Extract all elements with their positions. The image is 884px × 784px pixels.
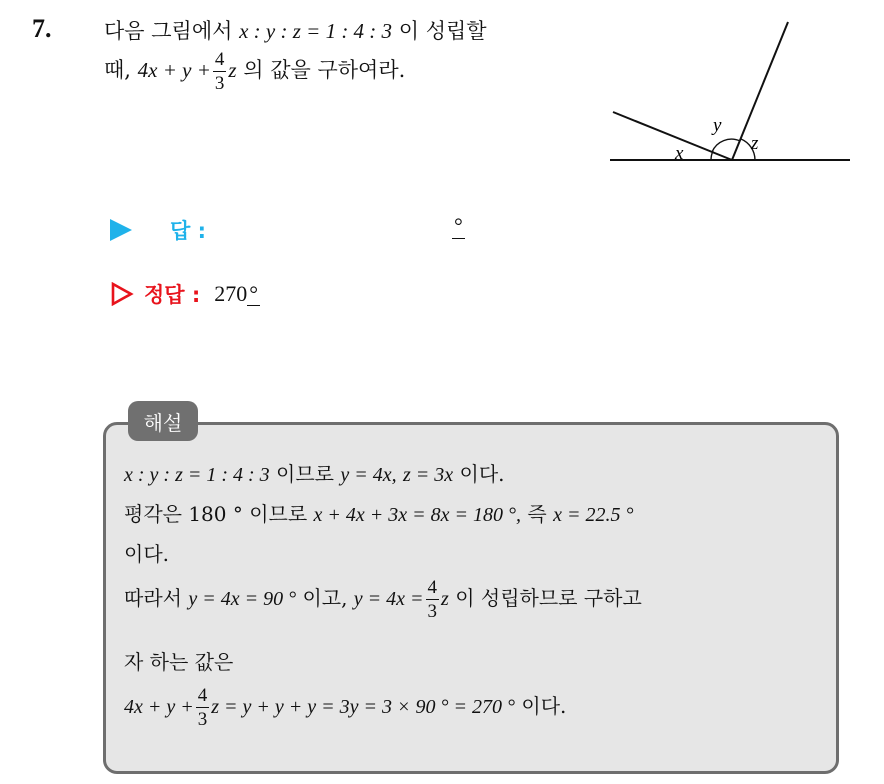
question-line-1: 다음 그림에서 x : y : z = 1 : 4 : 3 이 성립할	[104, 19, 487, 43]
fraction-4-3: $\frac{4}{3}$	[197, 685, 208, 730]
answer-blank[interactable]: °	[454, 213, 463, 238]
ray-right	[732, 22, 788, 160]
answer-label: 답 :	[170, 219, 206, 243]
correct-answer-unit: °	[249, 280, 259, 306]
label-y: y	[713, 115, 722, 136]
question-line-2: 때, 4x + y + $\frac{4}{3}$ z 의 값을 구하여라.	[104, 49, 406, 94]
correct-answer-value: 270	[214, 281, 248, 306]
explanation-line-6: 4x + y + $\frac{4}{3}$ z = y + y + y = 3y = 3 × 90 ° = 270 ° 이다.	[124, 685, 567, 730]
outline-triangle-icon	[110, 282, 134, 306]
question-number: 7.	[32, 14, 52, 43]
explanation-line-4: 따라서 y = 4x = 90 ° 이고, y = 4x = $\frac{4}{3}$ z 이 성립하므로 구하고	[124, 577, 642, 622]
angle-figure	[605, 14, 855, 174]
fraction-4-3: $\frac{4}{3}$	[427, 577, 438, 622]
explanation-line-1: x : y : z = 1 : 4 : 3 이므로 y = 4x, z = 3x 이다.	[124, 462, 505, 486]
explanation-tab: 해설	[128, 401, 198, 441]
explanation-line-3: 이다.	[124, 542, 169, 566]
ratio-expression: x : y : z = 1 : 4 : 3	[239, 19, 393, 43]
correct-answer-row	[110, 276, 260, 312]
explanation-line-5: 자 하는 값은	[124, 650, 234, 674]
answer-row	[110, 212, 206, 248]
fraction-4-3: $\frac{4}{3}$	[214, 49, 225, 94]
question-text	[104, 14, 487, 93]
label-x: x	[675, 143, 684, 164]
explanation-line-2: 평각은 180 ° 이므로 x + 4x + 3x = 8x = 180 °, 즉 x = 22.5 °	[124, 502, 634, 526]
correct-answer-label: 정답 :	[144, 283, 201, 307]
play-triangle-icon	[110, 219, 132, 241]
label-z: z	[751, 133, 759, 154]
